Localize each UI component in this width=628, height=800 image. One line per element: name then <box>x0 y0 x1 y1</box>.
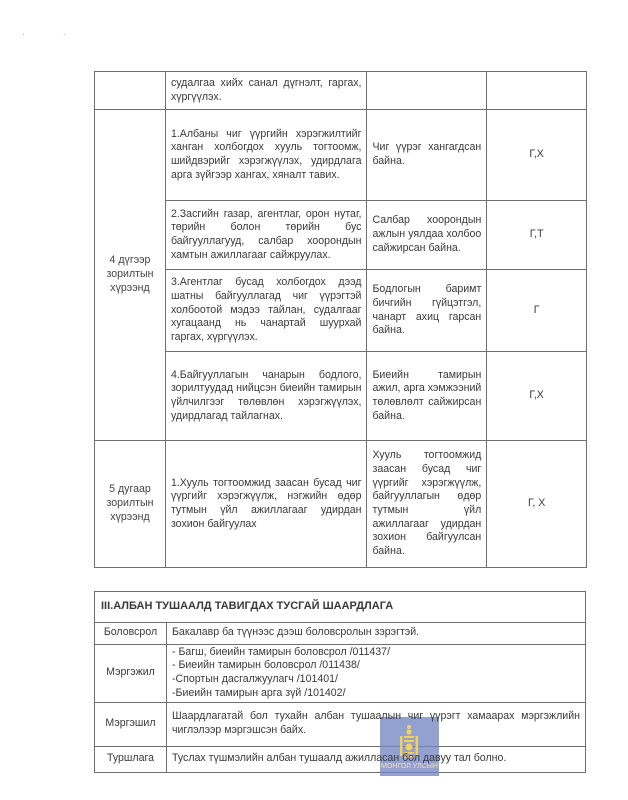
scan-artifact: · · <box>22 30 84 39</box>
evaluator-cell: Г, Х <box>487 441 587 568</box>
education-row <box>95 622 586 644</box>
table-row <box>95 441 587 568</box>
requirements-table <box>94 591 586 773</box>
table-row <box>95 72 587 110</box>
evaluator-cell <box>487 72 587 110</box>
experience-value-cell <box>166 746 585 772</box>
education-label: Боловсрол <box>95 622 167 644</box>
result-cell: Биеийн тамирын ажил, арга хэмжээний төлөвлөлт сайжирсан байна. <box>367 352 487 441</box>
result-cell: Хууль тогтоомжид заасан бусад чиг үүргийг хэрэгжүүлж, байгууллагын өдөр тутмын үйл ажиллагааг удирдан зохион байгуулсан байна. <box>367 441 487 568</box>
table-row <box>95 270 587 352</box>
evaluator-cell: Г <box>487 270 587 352</box>
table-row <box>95 352 587 441</box>
table-row <box>95 110 587 201</box>
result-cell: Бодлогын баримт бичгийн гүйцэтгэл, чанарт ахиц гарсан байна. <box>367 270 487 352</box>
task-cell: судалгаа хийх санал дүгнэлт, гаргах, хүргүүлэх. <box>165 72 367 110</box>
task-cell: 1.Хууль тогтоомжид заасан бусад чиг үүргийг хэрэгжүүлж, нэгжийн өдөр тутмын үйл ажиллагааг удирдан зохион байгуулах <box>165 441 367 568</box>
evaluator-cell: Г,Т <box>487 201 587 270</box>
stamp-text: МОНГОЛ УЛСЫН <box>381 763 438 770</box>
result-cell <box>367 72 487 110</box>
profession-item: - Биеийн тамирын боловсрол /011438/ <box>171 659 360 672</box>
profession-row <box>95 644 586 702</box>
evaluator-cell: Г,Х <box>487 352 587 441</box>
goal-cell <box>95 72 166 110</box>
profession-item: -Биеийн тамирын арга зүй /101402/ <box>171 686 346 699</box>
qualification-label: Мэргэшил <box>95 702 167 746</box>
experience-row <box>95 746 586 772</box>
goal-cell: 5 дугаар зорилтын хүрээнд <box>95 441 166 568</box>
task-cell: 1.Албаны чиг үүргийн хэрэгжилтийг ханган холбогдох хууль тогтоомж, шийдвэрийг хэрэгжүүлэх, удирдлага арга зүйгээр хангах, хяналт тавих. <box>165 110 367 201</box>
education-value: Бакалавр ба түүнээс дээш боловсролын зэрэгтэй. <box>166 622 585 644</box>
qualification-text: Шаардлагатай бол тухайн албан тушаалын чиг үүрэгт хамаарах мэргэжлийн чиглэлээр мэргэшсэн байх. <box>171 710 580 737</box>
evaluator-cell: Г,Х <box>487 110 587 201</box>
section-header-row <box>95 592 586 623</box>
tasks-table <box>94 71 587 568</box>
goal-cell: 4 дүгээр зорилтын хүрээнд <box>95 110 166 441</box>
profession-label: Мэргэжил <box>95 644 167 702</box>
result-cell: Чиг үүрэг хангагдсан байна. <box>367 110 487 201</box>
profession-value <box>166 644 585 702</box>
task-cell: 3.Агентлаг бусад холбогдох дээд шатны байгууллагад чиг үүрэгтэй холбоотой мэдээ тайлан, судалгааг хугацаанд нь чанартай шуурхай гаргах, хүргүүлэх. <box>165 270 367 352</box>
experience-value: Туслах түшмэлийн албан тушаалд ажилласан бол давуу тал болно. <box>171 752 507 765</box>
qualification-value <box>166 702 585 746</box>
task-cell: 4.Байгууллагын чанарын бодлого, зорилтуудад нийцсэн биеийн тамирын үйлчилгээг төлөвлөн хэрэгжүүлэх, удирдлагад тайлагнах. <box>165 352 367 441</box>
section-title: III.АЛБАН ТУШААЛД ТАВИГДАХ ТУСГАЙ ШААРДЛАГА <box>95 592 586 623</box>
stamp-watermark <box>380 717 439 776</box>
result-cell: Салбар хоорондын ажлын уялдаа холбоо сайжирсан байна. <box>367 201 487 270</box>
table-row <box>95 201 587 270</box>
qualification-row <box>95 702 586 746</box>
experience-label: Туршлага <box>95 746 167 772</box>
profession-item: - Багш, биеийн тамирын боловсрол /011437/ <box>171 645 391 658</box>
profession-item: -Спортын дасгалжуулагч /101401/ <box>171 673 338 686</box>
task-cell: 2.Засгийн газар, агентлаг, орон нутаг, төрийн болон төрийн бус байгууллагууд, салбар хоорондын хамтын ажиллагааг сайжруулах. <box>165 201 367 270</box>
